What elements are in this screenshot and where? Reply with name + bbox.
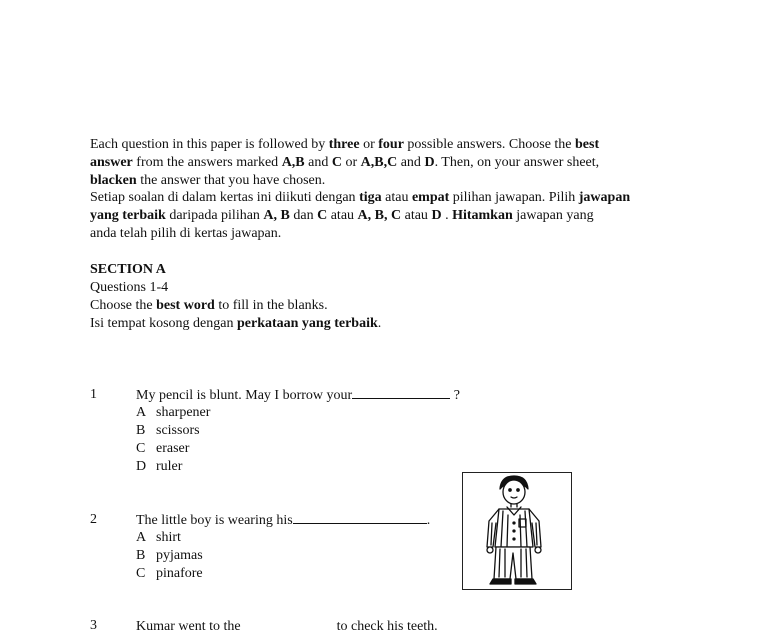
instructions-malay-line-2: yang terbaik daripada pilihan A, B dan C atau A, B, C atau D . Hitamkan jawapan yang (90, 208, 594, 223)
questions-range: Questions 1-4 (90, 280, 169, 295)
instructions-english (90, 136, 690, 190)
question-number: 2 (90, 512, 97, 527)
section-instruction-malay: Isi tempat kosong dengan perkataan yang terbaik. (90, 316, 382, 331)
section-instruction-english: Choose the best word to fill in the blanks. (90, 298, 328, 313)
instructions-english-line-2: answer from the answers marked A,B and C or A,B,C and D. Then, on your answer sheet, (90, 155, 600, 170)
question-1-option-d: D ruler (136, 459, 183, 474)
question-1 (0, 386, 768, 404)
question-text: The little boy is wearing his . (136, 513, 431, 528)
boy-in-pyjamas-icon (463, 473, 571, 589)
question-3 (0, 617, 768, 635)
question-1-option-a: A sharpener (136, 405, 211, 420)
question-text: My pencil is blunt. May I borrow your ? (136, 388, 460, 403)
instructions-malay-line-1: Setiap soalan di dalam kertas ini diikuti dengan tiga atau empat pilihan jawapan. Pilih jawapan (90, 190, 631, 205)
question-number: 1 (90, 387, 97, 402)
question-text: Kumar went to the to check his teeth. (136, 619, 438, 634)
question-1-option-c: C eraser (136, 441, 190, 456)
question-2-option-c: C pinafore (136, 566, 203, 581)
boy-in-pyjamas-illustration (462, 472, 572, 590)
question-2 (0, 511, 460, 529)
instructions-malay-line-3: anda telah pilih di kertas jawapan. (90, 226, 282, 241)
instructions-english-line-1: Each question in this paper is followed by three or four possible answers. Choose the best (90, 137, 600, 152)
answer-blank (293, 511, 427, 524)
question-1-option-b: B scissors (136, 423, 200, 438)
question-number: 3 (90, 618, 97, 633)
instructions-english-line-3: blacken the answer that you have chosen. (90, 173, 326, 188)
question-2-option-a: A shirt (136, 530, 181, 545)
section-header (90, 261, 690, 333)
answer-blank (352, 386, 450, 399)
instructions-malay (90, 189, 690, 243)
section-title: SECTION A (90, 262, 166, 277)
question-2-option-b: B pyjamas (136, 548, 203, 563)
answer-blank (241, 617, 337, 630)
